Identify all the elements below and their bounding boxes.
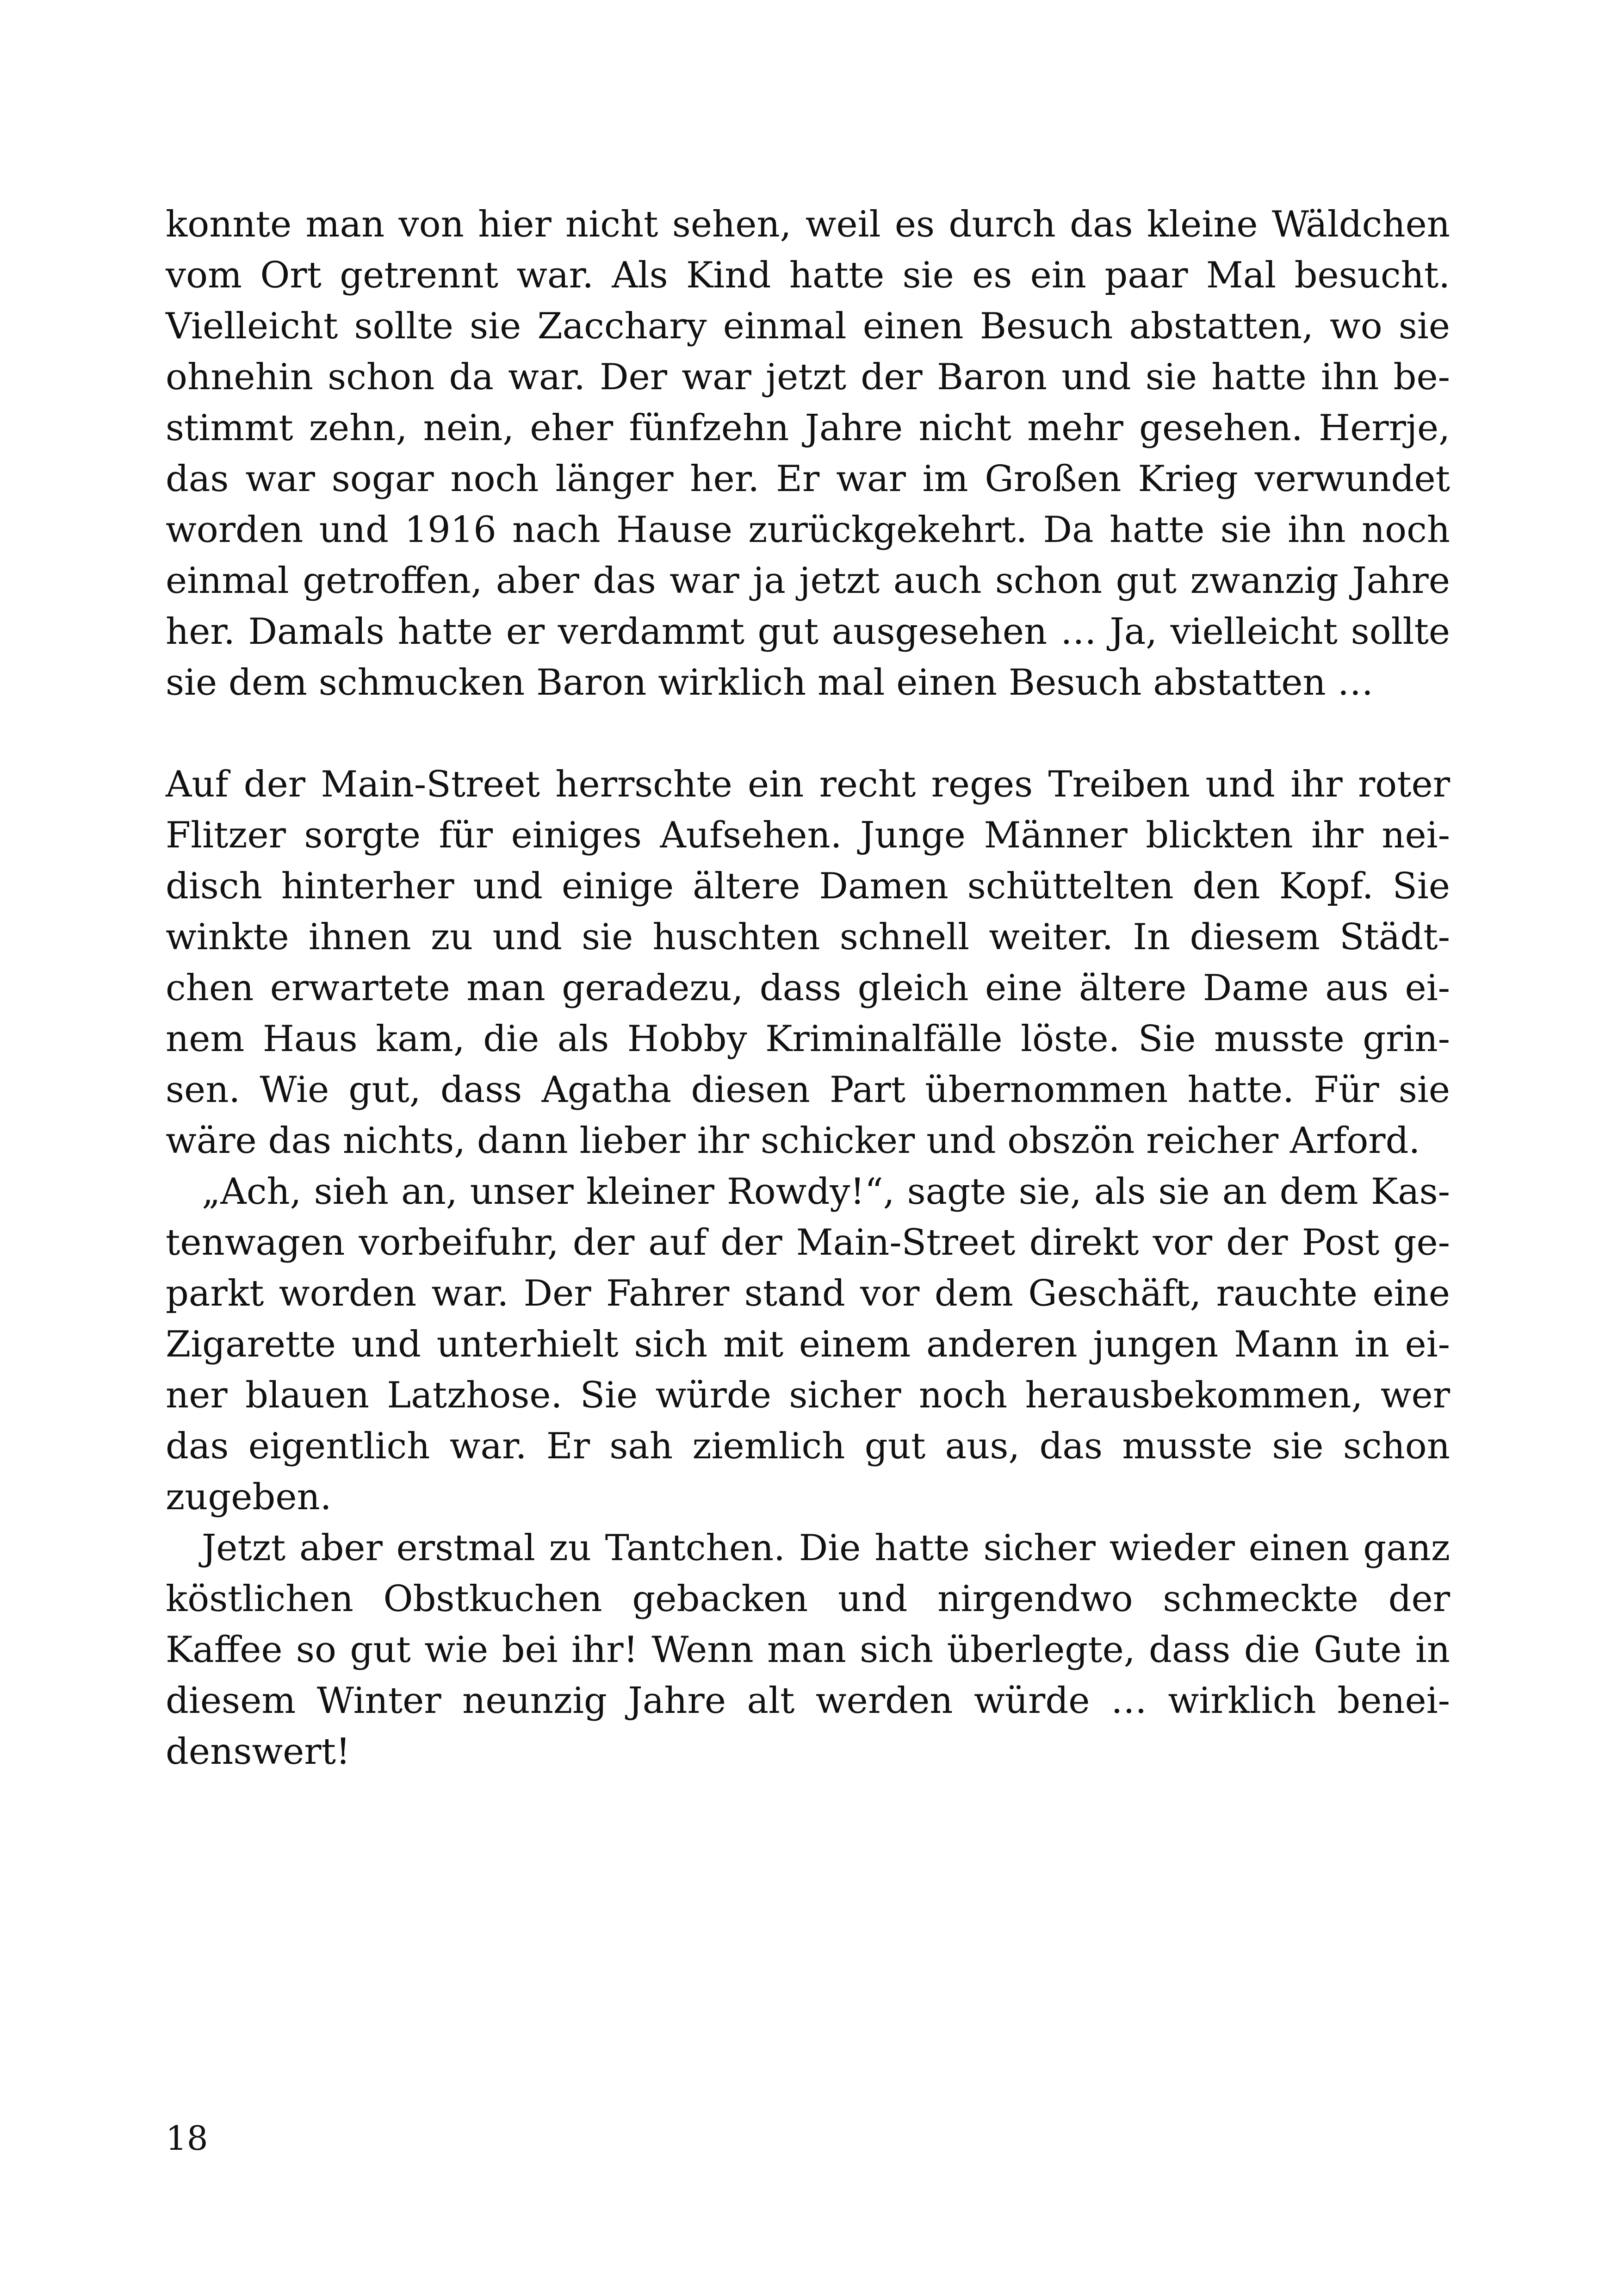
text-line: zugeben.: [166, 1476, 332, 1518]
paragraph-4: [166, 1523, 1450, 1777]
text-line: her. Damals hatte er verdammt gut ausgesehen … Ja, vielleicht sollte: [166, 611, 1450, 653]
text-line: Jetzt aber erstmal zu Tantchen. Die hatte sicher wieder einen ganz: [202, 1527, 1450, 1569]
text-line: wäre das nichts, dann lieber ihr schicker und obszön reicher Arford.: [166, 1120, 1420, 1162]
text-line: parkt worden war. Der Fahrer stand vor dem Geschäft, rauchte eine: [166, 1273, 1450, 1314]
paragraph-1: [166, 199, 1450, 708]
text-line: das war sogar noch länger her. Er war im Großen Krieg verwundet: [166, 458, 1450, 500]
section-break: [166, 708, 1450, 759]
text-line: diesem Winter neunzig Jahre alt werden würde … wirklich benei-: [166, 1680, 1450, 1722]
text-line: Auf der Main-Street herrschte ein recht reges Treiben und ihr roter: [166, 764, 1450, 805]
text-line: nem Haus kam, die als Hobby Kriminalfälle löste. Sie musste grin-: [166, 1018, 1450, 1060]
paragraph-2: [166, 759, 1450, 1166]
text-line: konnte man von hier nicht sehen, weil es durch das kleine Wäldchen: [166, 204, 1450, 245]
text-line: ohnehin schon da war. Der war jetzt der Baron und sie hatte ihn be-: [166, 356, 1450, 398]
text-line: tenwagen vorbeifuhr, der auf der Main-Street direkt vor der Post ge-: [166, 1222, 1450, 1263]
text-line: chen erwartete man geradezu, dass gleich eine ältere Dame aus ei-: [166, 967, 1450, 1009]
text-line: denswert!: [166, 1731, 351, 1773]
text-line: „Ach, sieh an, unser kleiner Rowdy!“, sagte sie, als sie an dem Kas-: [202, 1171, 1450, 1213]
text-line: das eigentlich war. Er sah ziemlich gut aus, das musste sie schon: [166, 1425, 1450, 1467]
text-line: winkte ihnen zu und sie huschten schnell weiter. In diesem Städt-: [166, 916, 1450, 958]
text-line: Kaffee so gut wie bei ihr! Wenn man sich überlegte, dass die Gute in: [166, 1629, 1450, 1671]
text-line: worden und 1916 nach Hause zurückgekehrt. Da hatte sie ihn noch: [166, 509, 1450, 551]
text-line: ner blauen Latzhose. Sie würde sicher noch herausbekommen, wer: [166, 1375, 1450, 1416]
text-line: Flitzer sorgte für einiges Aufsehen. Junge Männer blickten ihr nei-: [166, 815, 1450, 856]
text-line: Zigarette und unterhielt sich mit einem anderen jungen Mann in ei-: [166, 1324, 1450, 1365]
text-line: stimmt zehn, nein, eher fünfzehn Jahre nicht mehr gesehen. Herrje,: [166, 407, 1450, 449]
page-number: 18: [166, 2119, 208, 2158]
text-line: einmal getroffen, aber das war ja jetzt auch schon gut zwanzig Jahre: [166, 560, 1450, 602]
text-line: Vielleicht sollte sie Zacchary einmal einen Besuch abstatten, wo sie: [166, 305, 1450, 347]
text-line: vom Ort getrennt war. Als Kind hatte sie es ein paar Mal besucht.: [166, 255, 1450, 296]
paragraph-3: [166, 1166, 1450, 1523]
text-line: sen. Wie gut, dass Agatha diesen Part übernommen hatte. Für sie: [166, 1069, 1450, 1111]
body-text: [166, 199, 1450, 1777]
text-line: köstlichen Obstkuchen gebacken und nirgendwo schmeckte der: [166, 1578, 1450, 1620]
text-line: sie dem schmucken Baron wirklich mal einen Besuch abstatten …: [166, 662, 1374, 703]
text-line: disch hinterher und einige ältere Damen schüttelten den Kopf. Sie: [166, 865, 1450, 907]
